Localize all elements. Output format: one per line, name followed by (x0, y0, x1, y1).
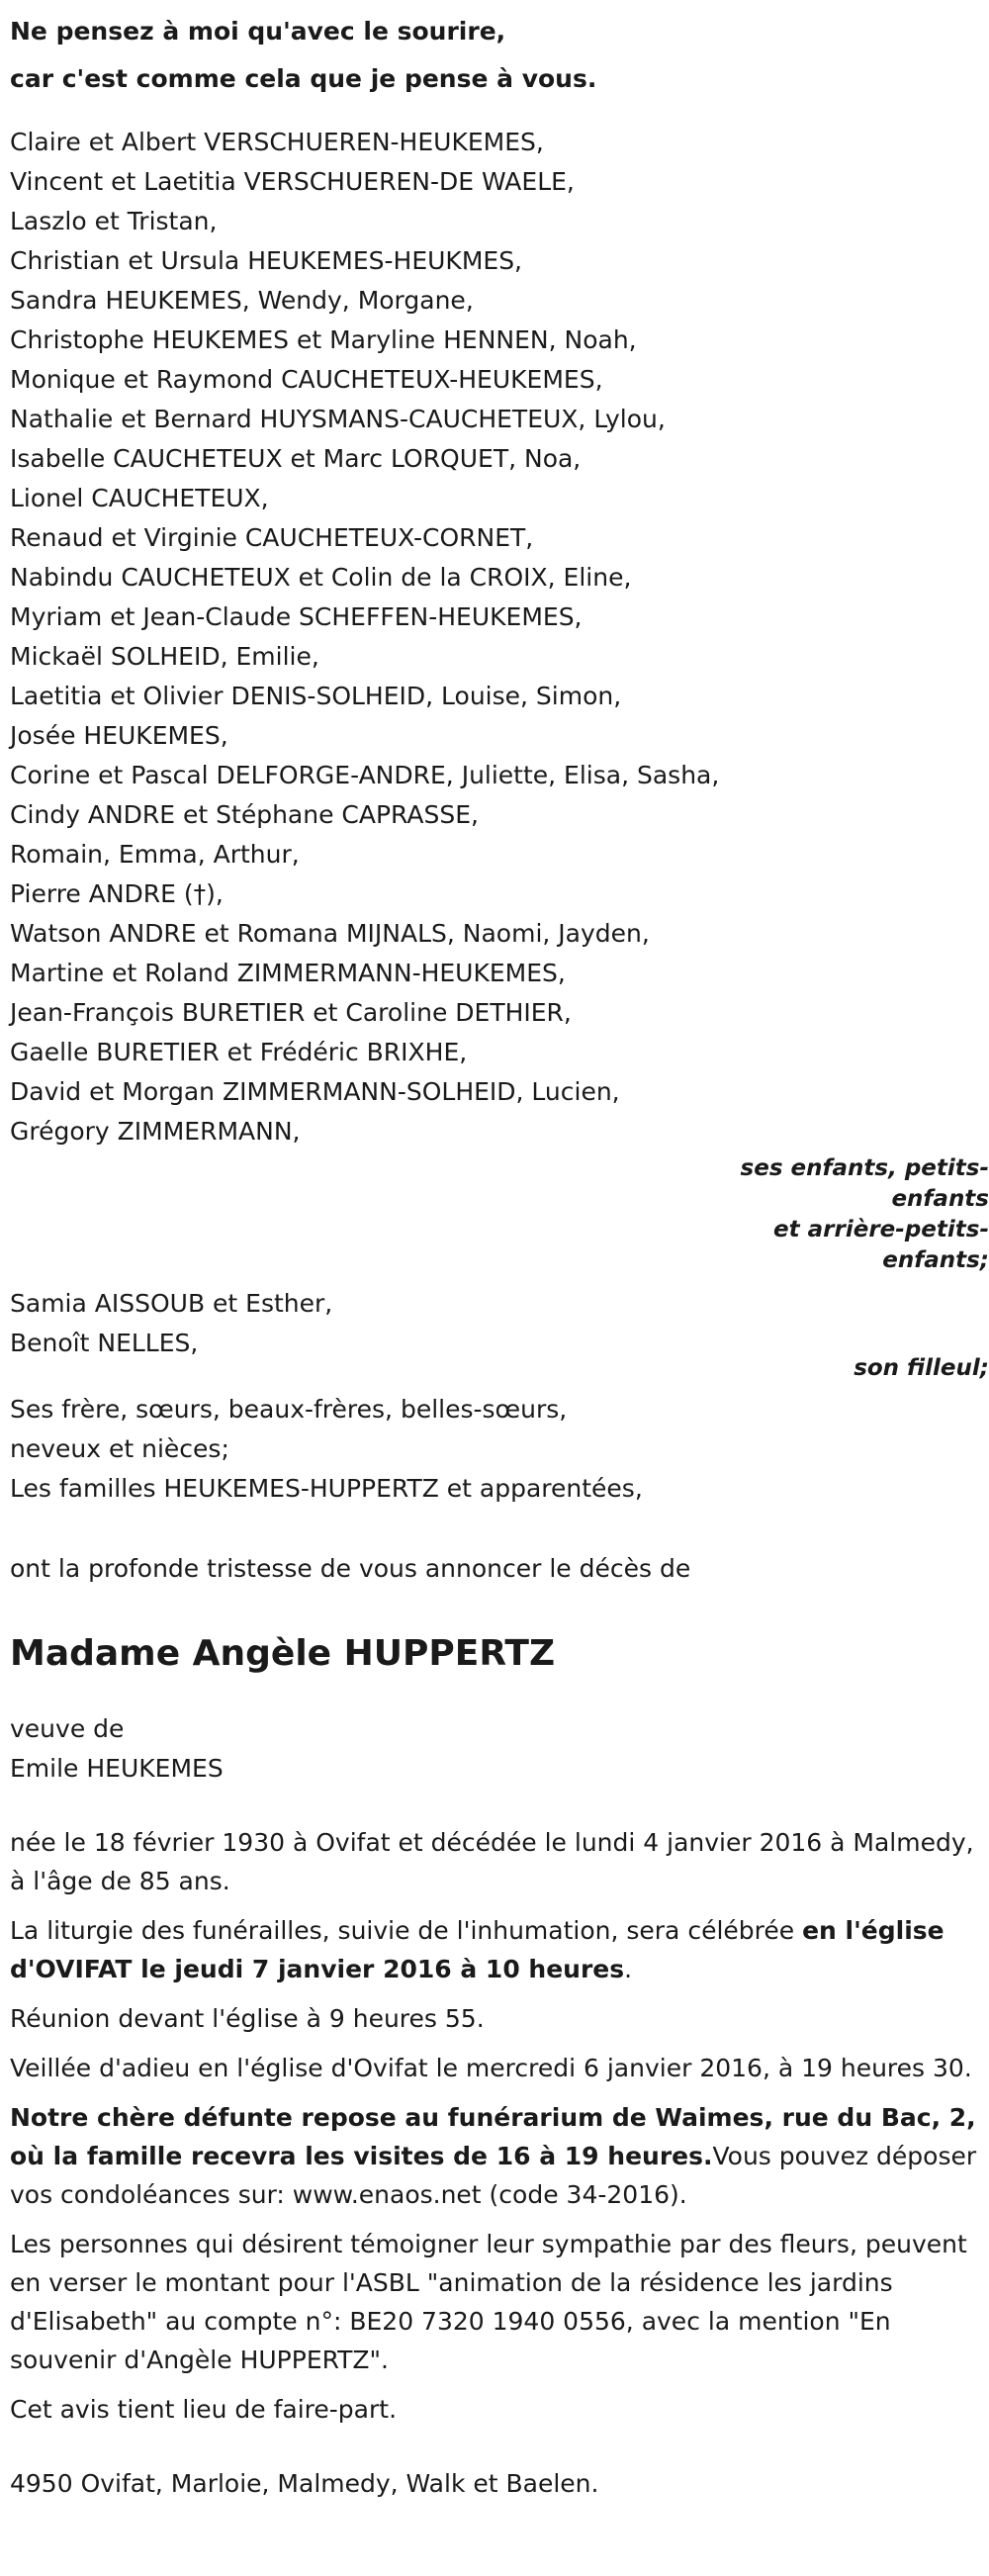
family-member-line: Jean-François BURETIER et Caroline DETHIER, (10, 998, 572, 1027)
family-member-line: Josée HEUKEMES, (10, 721, 228, 750)
family-member-line: Monique et Raymond CAUCHETEUX-HEUKEMES, (10, 365, 603, 394)
family-member-line: Renaud et Virginie CAUCHETEUX-CORNET, (10, 523, 534, 552)
notice-text: Cet avis tient lieu de faire-part. (10, 2395, 398, 2424)
family-member-line: Romain, Emma, Arthur, (10, 840, 300, 869)
relatives-list (10, 1390, 989, 1509)
family-member-line: Christian et Ursula HEUKEMES-HEUKMES, (10, 246, 523, 275)
relatives-line: Ses frère, sœurs, beaux-frères, belles-sœurs, (10, 1395, 568, 1424)
obituary-notice (10, 0, 989, 2504)
family-member-line: Mickaël SOLHEID, Emilie, (10, 642, 319, 671)
family-member-line: Nabindu CAUCHETEUX et Colin de la CROIX, Eline, (10, 563, 632, 592)
family-member-line: David et Morgan ZIMMERMANN-SOLHEID, Lucien, (10, 1077, 620, 1106)
family-member-line: Nathalie et Bernard HUYSMANS-CAUCHETEUX, Lylou, (10, 405, 666, 433)
family-member-line: Laetitia et Olivier DENIS-SOLHEID, Louise, Simon, (10, 682, 622, 710)
family-member-line: Lionel CAUCHETEUX, (10, 484, 269, 512)
family-member-line: Claire et Albert VERSCHUEREN-HEUKEMES, (10, 128, 544, 156)
family-member-line: Corine et Pascal DELFORGE-ANDRE, Juliette, Elisa, Sasha, (10, 761, 720, 789)
family-member-line: Cindy ANDRE et Stéphane CAPRASSE, (10, 800, 479, 829)
deceased-name: Madame Angèle HUPPERTZ (10, 1633, 556, 1674)
liturgy-place-time: en l'église d'OVIFAT le jeudi 7 janvier 2016 à 10 heures (10, 1916, 944, 1983)
godchild-line: Samia AISSOUB et Esther, (10, 1289, 333, 1318)
godson-label: son filleul; (854, 1355, 989, 1381)
children-label-line: enfants; (882, 1247, 989, 1273)
children-label-line: enfants (891, 1186, 989, 1212)
family-member-line: Pierre ANDRE (†), (10, 879, 224, 908)
relatives-line: Les familles HEUKEMES-HUPPERTZ et apparentées, (10, 1474, 643, 1503)
condolences-info: Vous pouvez déposer vos condoléances sur: www.enaos.net (code 34-2016). (10, 2142, 977, 2209)
liturgy-intro: La liturgie des funérailles, suivie de l'inhumation, sera célébrée (10, 1916, 803, 1945)
address-line: 4950 Ovifat, Marloie, Malmedy, Walk et Baelen. (10, 2469, 599, 2498)
funeral-home-info: Notre chère défunte repose au funérarium de Waimes, rue du Bac, 2, où la famille recevra les visites de 16 à 19 heures. (10, 2103, 976, 2170)
children-label (10, 1153, 989, 1276)
godchild-line: Benoît NELLES, (10, 1329, 199, 1357)
family-member-line: Myriam et Jean-Claude SCHEFFEN-HEUKEMES, (10, 602, 583, 631)
godchildren-list (10, 1284, 989, 1363)
announcement: ont la profonde tristesse de vous annoncer le décès de (10, 1554, 691, 1583)
liturgy-text (10, 1911, 984, 1988)
family-list (10, 123, 989, 1151)
liturgy-end: . (624, 1955, 633, 1983)
widow-label: veuve de (10, 1714, 125, 1743)
family-member-line: Sandra HEUKEMES, Wendy, Morgane, (10, 286, 474, 315)
meeting-text: Réunion devant l'église à 9 heures 55. (10, 2004, 485, 2033)
widow-of (10, 1709, 989, 1789)
family-member-line: Vincent et Laetitia VERSCHUEREN-DE WAELE, (10, 167, 575, 196)
quote-line-2: car c'est comme cela que je pense à vous. (10, 64, 597, 93)
details (10, 1823, 989, 2429)
children-label-line: et arrière-petits- (773, 1217, 989, 1242)
birth-death-text: née le 18 février 1930 à Ovifat et décédée le lundi 4 janvier 2016 à Malmedy, à l'âge de 85 ans. (10, 1828, 974, 1895)
relatives-line: neveux et nièces; (10, 1434, 229, 1463)
spouse-name: Emile HEUKEMES (10, 1754, 224, 1783)
family-member-line: Isabelle CAUCHETEUX et Marc LORQUET, Noa, (10, 444, 582, 473)
family-member-line: Laszlo et Tristan, (10, 207, 218, 235)
family-member-line: Watson ANDRE et Romana MIJNALS, Naomi, Jayden, (10, 919, 650, 948)
family-member-line: Gaelle BURETIER et Frédéric BRIXHE, (10, 1038, 468, 1066)
flowers-text: Les personnes qui désirent témoigner leur sympathie par des fleurs, peuvent en verser le montant pour l'ASBL "animation de la résidence les jardins d'Elisabeth" au compte n°: BE20 7320 1940 0556, avec la mention "En souvenir d'Angèle HUPPERTZ". (10, 2230, 967, 2374)
vigil-text: Veillée d'adieu en l'église d'Ovifat le mercredi 6 janvier 2016, à 19 heures 30. (10, 2054, 972, 2082)
family-member-line: Grégory ZIMMERMANN, (10, 1117, 301, 1146)
quote-line-1: Ne pensez à moi qu'avec le sourire, (10, 17, 506, 46)
funeral-home-text (10, 2098, 984, 2214)
children-label-line: ses enfants, petits- (740, 1155, 989, 1181)
quote-header (10, 8, 989, 103)
family-member-line: Christophe HEUKEMES et Maryline HENNEN, Noah, (10, 325, 637, 354)
family-member-line: Martine et Roland ZIMMERMANN-HEUKEMES, (10, 959, 566, 987)
